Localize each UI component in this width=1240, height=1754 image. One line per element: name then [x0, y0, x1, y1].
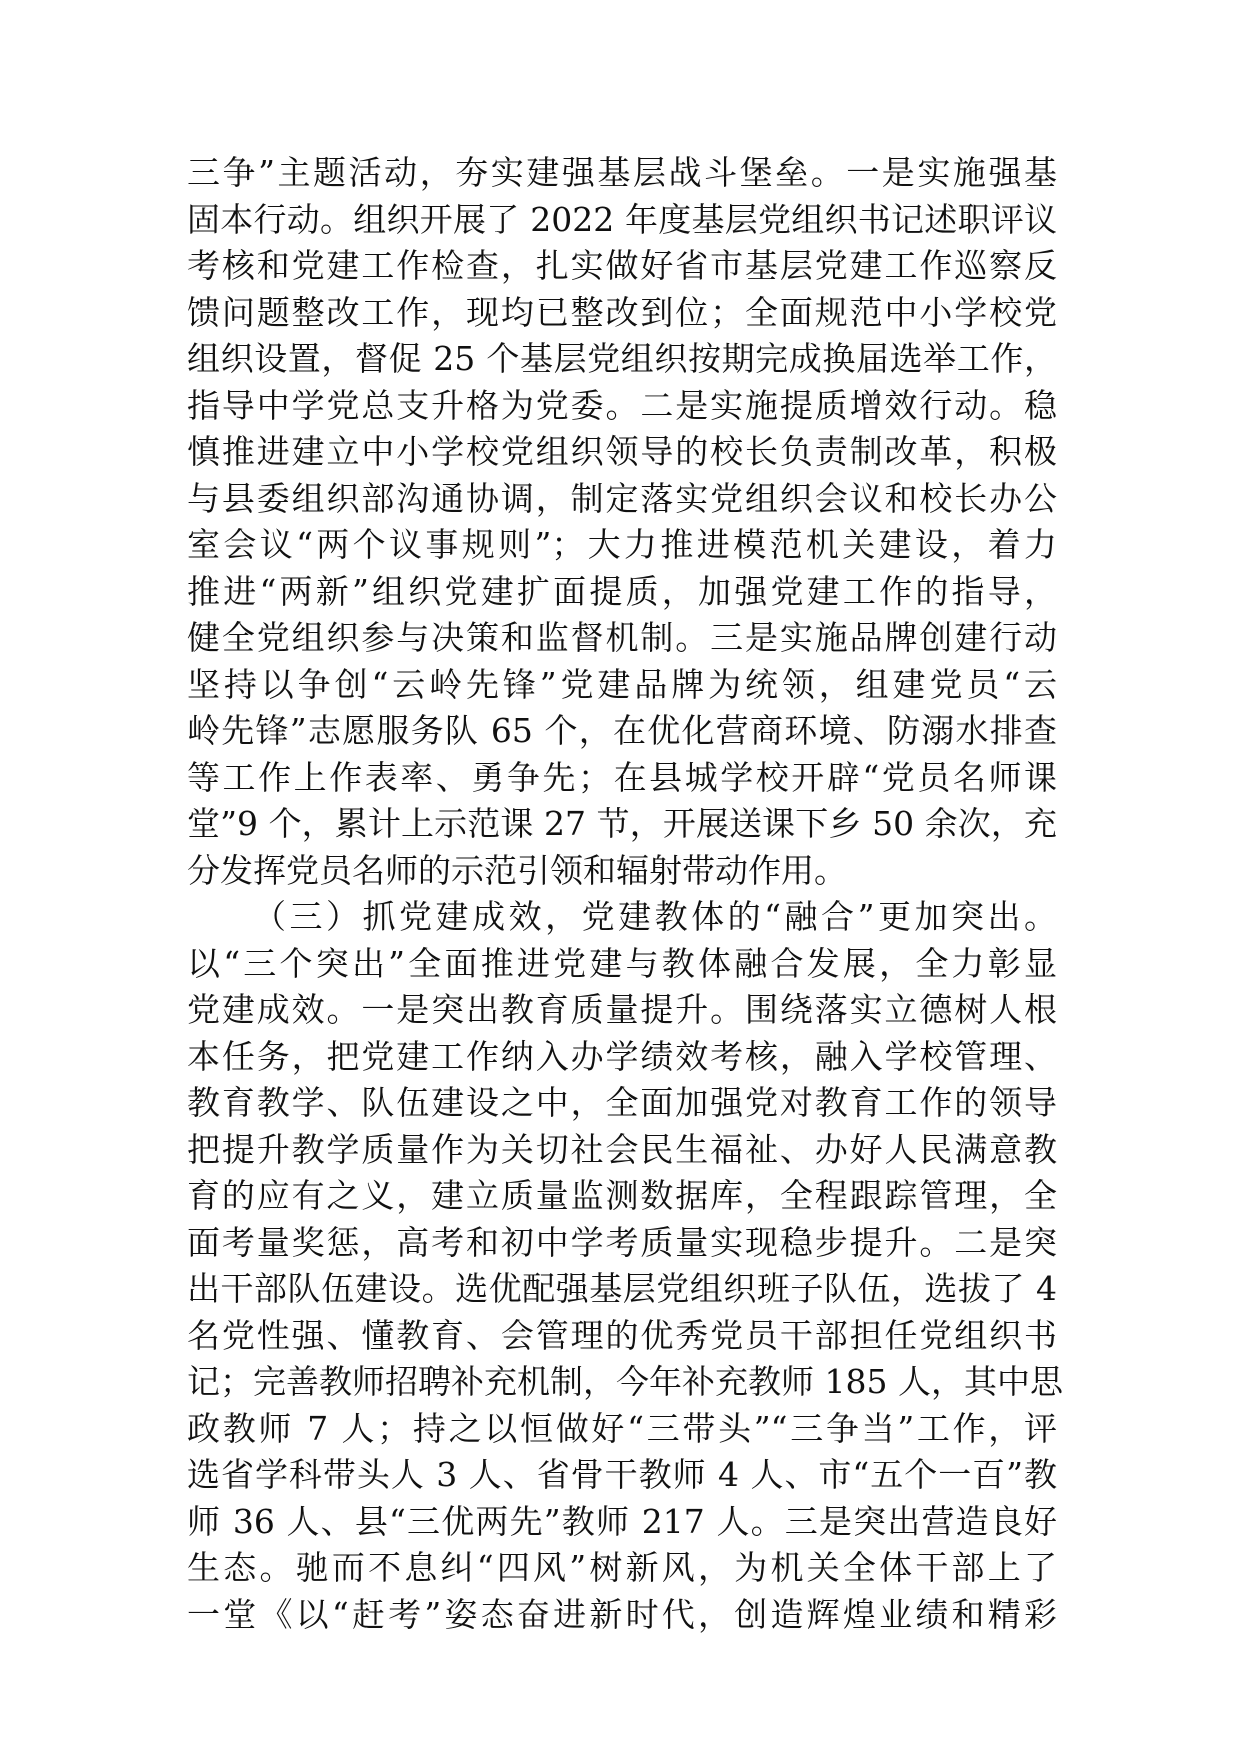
text-line: 出干部队伍建设。选优配强基层党组织班子队伍，选拔了 4	[187, 1269, 1057, 1308]
text-line: 与县委组织部沟通协调，制定落实党组织会议和校长办公	[187, 478, 1057, 518]
text-line: 岭先锋”志愿服务队 65 个，在优化营商环境、防溺水排查	[187, 711, 1057, 750]
text-line: 本任务，把党建工作纳入办学绩效考核，融入学校管理、	[187, 1036, 1057, 1076]
text-line: 名党性强、懂教育、会管理的优秀党员干部担任党组织书	[187, 1315, 1057, 1355]
text-line: 组织设置，督促 25 个基层党组织按期完成换届选举工作，	[187, 339, 1057, 378]
text-line: 把提升教学质量作为关切社会民生福祉、办好人民满意教	[187, 1129, 1057, 1169]
text-line: 面考量奖惩，高考和初中学考质量实现稳步提升。二是突	[187, 1222, 1057, 1262]
text-line: 以“三个突出”全面推进党建与教体融合发展，全力彰显	[187, 943, 1057, 983]
text-line: 记；完善教师招聘补充机制，今年补充教师 185 人，其中思	[187, 1362, 1063, 1401]
text-line: 指导中学党总支升格为党委。二是实施提质增效行动。稳	[187, 385, 1057, 425]
section-heading-line: （三）抓党建成效，党建教体的“融合”更加突出。	[253, 897, 1057, 936]
text-line: 育的应有之义，建立质量监测数据库，全程跟踪管理，全	[187, 1176, 1057, 1215]
paragraph-party-building-effectiveness	[187, 894, 1063, 1638]
text-line: 三争”主题活动，夯实建强基层战斗堡垒。一是实施强基	[187, 153, 1057, 192]
text-line: 选省学科带头人 3 人、省骨干教师 4 人、市“五个一百”教	[187, 1455, 1057, 1494]
text-line: 分发挥党员名师的示范引领和辐射带动作用。	[187, 850, 847, 890]
text-line: 一堂《以“赶考”姿态奋进新时代，创造辉煌业绩和精彩	[187, 1594, 1057, 1634]
text-line: 政教师 7 人；持之以恒做好“三带头”“三争当”工作，评	[187, 1408, 1057, 1448]
text-line: 教育教学、队伍建设之中，全面加强党对教育工作的领导	[187, 1083, 1057, 1122]
text-line: 室会议“两个议事规则”；大力推进模范机关建设，着力	[187, 525, 1057, 564]
text-line: 堂”9 个，累计上示范课 27 节，开展送课下乡 50 余次，充	[187, 804, 1057, 843]
text-line: 生态。驰而不息纠“四风”树新风，为机关全体干部上了	[187, 1548, 1057, 1587]
text-line: 健全党组织参与决策和监督机制。三是实施品牌创建行动	[187, 618, 1057, 657]
document-body	[187, 150, 1063, 1638]
paragraph-party-building-fortress	[187, 150, 1057, 894]
text-line: 党建成效。一是突出教育质量提升。围绕落实立德树人根	[187, 990, 1057, 1029]
text-line: 慎推进建立中小学校党组织领导的校长负责制改革，积极	[187, 432, 1057, 471]
text-line: 固本行动。组织开展了 2022 年度基层党组织书记述职评议	[187, 199, 1057, 239]
text-line: 推进“两新”组织党建扩面提质，加强党建工作的指导，	[187, 571, 1057, 611]
text-line: 考核和党建工作检查，扎实做好省市基层党建工作巡察反	[187, 246, 1057, 285]
text-line: 师 36 人、县“三优两先”教师 217 人。三是突出营造良好	[187, 1501, 1057, 1541]
text-line: 等工作上作表率、勇争先；在县城学校开辟“党员名师课	[187, 757, 1057, 797]
text-line: 馈问题整改工作，现均已整改到位；全面规范中小学校党	[187, 292, 1057, 332]
text-line: 坚持以争创“云岭先锋”党建品牌为统领，组建党员“云	[187, 664, 1057, 704]
